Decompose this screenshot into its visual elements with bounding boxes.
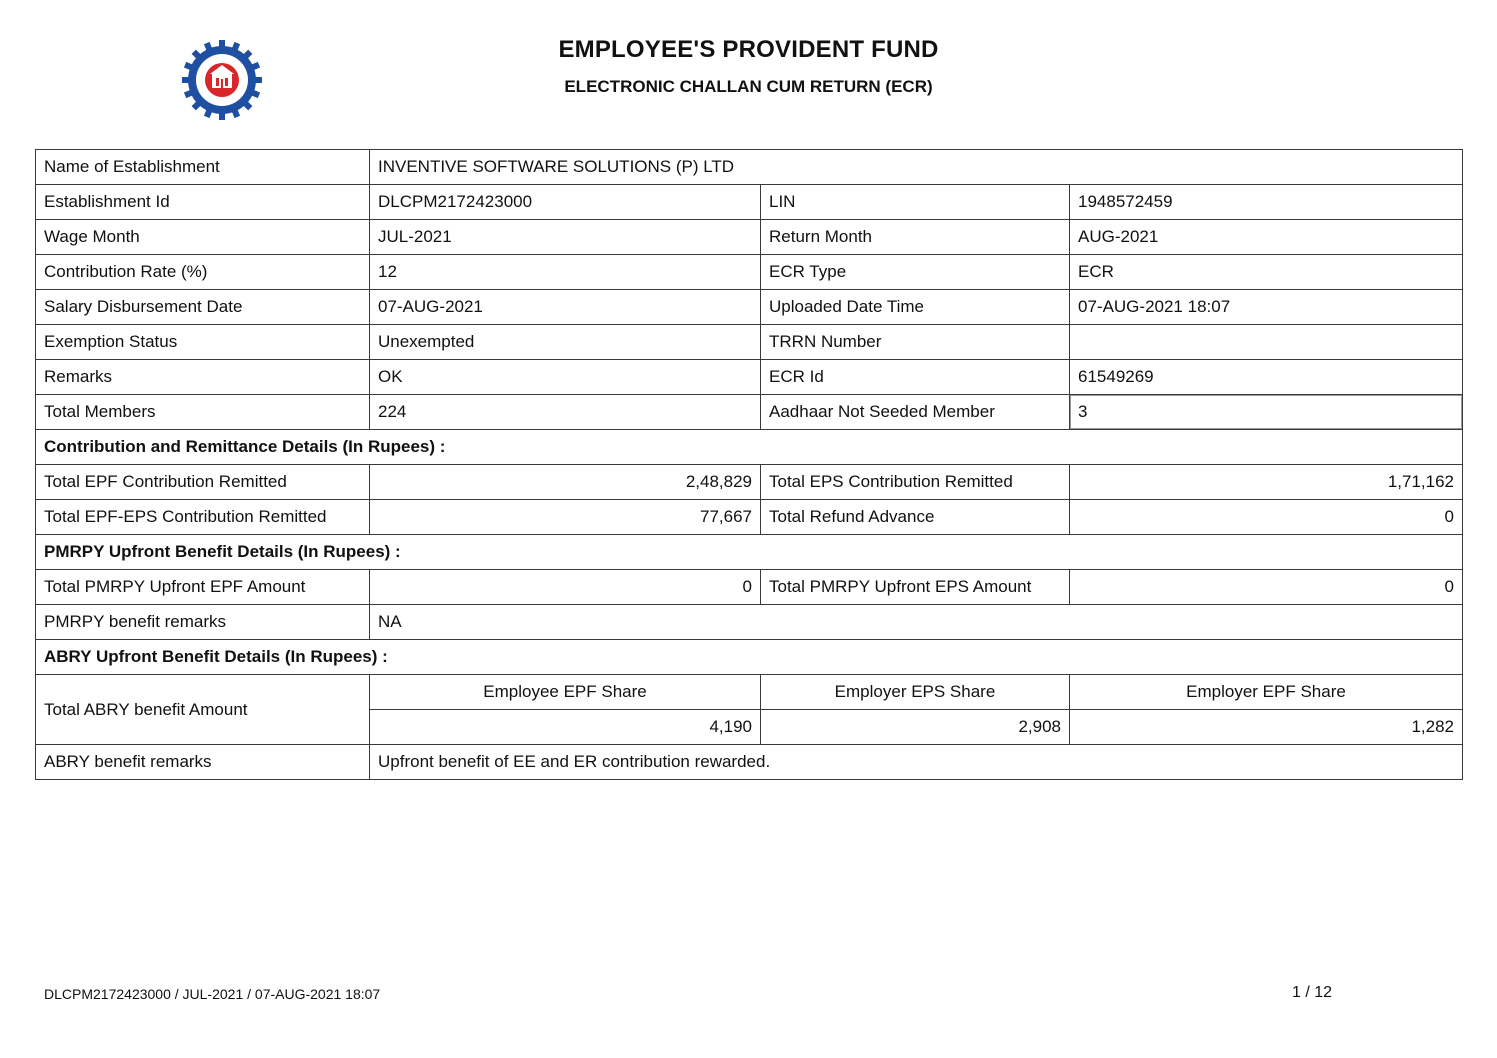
uploaded-value: 07-AUG-2021 18:07 [1070, 290, 1463, 325]
page-subtitle: ELECTRONIC CHALLAN CUM RETURN (ECR) [564, 77, 933, 96]
table-row [36, 675, 1463, 710]
section-row [36, 430, 1463, 465]
table-row [36, 500, 1463, 535]
trrn-value [1070, 325, 1463, 360]
exemption-label: Exemption Status [36, 325, 370, 360]
abry-col-employee-epf: Employee EPF Share [370, 675, 761, 710]
footer-reference: DLCPM2172423000 / JUL-2021 / 07-AUG-2021 18:07 [44, 986, 381, 1002]
total-members-value: 224 [370, 395, 761, 430]
remarks-label: Remarks [36, 360, 370, 395]
total-members-label: Total Members [36, 395, 370, 430]
table-row [36, 325, 1463, 360]
table-row [36, 465, 1463, 500]
refund-advance-label: Total Refund Advance [761, 500, 1070, 535]
ecr-id-value: 61549269 [1070, 360, 1463, 395]
eps-remitted-value: 1,71,162 [1070, 465, 1463, 500]
table-row [36, 570, 1463, 605]
section-row [36, 640, 1463, 675]
abry-heading: ABRY Upfront Benefit Details (In Rupees) : [36, 640, 1463, 675]
table-row [36, 360, 1463, 395]
table-row [36, 220, 1463, 255]
wage-month-label: Wage Month [36, 220, 370, 255]
table-row [36, 150, 1463, 185]
pmrpy-remarks-value: NA [370, 605, 1463, 640]
establishment-id-value: DLCPM2172423000 [370, 185, 761, 220]
abry-remarks-value: Upfront benefit of EE and ER contribution rewarded. [370, 745, 1463, 780]
return-month-label: Return Month [761, 220, 1070, 255]
ecr-type-label: ECR Type [761, 255, 1070, 290]
contribution-heading: Contribution and Remittance Details (In Rupees) : [36, 430, 1463, 465]
refund-advance-value: 0 [1070, 500, 1463, 535]
abry-col-employer-epf: Employer EPF Share [1070, 675, 1463, 710]
salary-date-label: Salary Disbursement Date [36, 290, 370, 325]
page-number: 1 / 12 [1292, 984, 1333, 1001]
ecr-id-label: ECR Id [761, 360, 1070, 395]
exemption-value: Unexempted [370, 325, 761, 360]
pmrpy-heading: PMRPY Upfront Benefit Details (In Rupees) : [36, 535, 1463, 570]
section-row [36, 535, 1463, 570]
abry-total-label: Total ABRY benefit Amount [36, 675, 370, 745]
abry-employer-epf-value: 1,282 [1070, 710, 1463, 745]
trrn-label: TRRN Number [761, 325, 1070, 360]
table-row [36, 185, 1463, 220]
eps-remitted-label: Total EPS Contribution Remitted [761, 465, 1070, 500]
epf-eps-remitted-label: Total EPF-EPS Contribution Remitted [36, 500, 370, 535]
abry-employer-eps-value: 2,908 [761, 710, 1070, 745]
ecr-type-value: ECR [1070, 255, 1463, 290]
pmrpy-epf-label: Total PMRPY Upfront EPF Amount [36, 570, 370, 605]
establishment-name-label: Name of Establishment [36, 150, 370, 185]
lin-value: 1948572459 [1070, 185, 1463, 220]
establishment-name-value: INVENTIVE SOFTWARE SOLUTIONS (P) LTD [370, 150, 1463, 185]
table-row [36, 395, 1463, 430]
page-title: EMPLOYEE'S PROVIDENT FUND [558, 36, 939, 63]
wage-month-value: JUL-2021 [370, 220, 761, 255]
abry-remarks-label: ABRY benefit remarks [36, 745, 370, 780]
abry-col-employer-eps: Employer EPS Share [761, 675, 1070, 710]
epf-remitted-label: Total EPF Contribution Remitted [36, 465, 370, 500]
lin-label: LIN [761, 185, 1070, 220]
epf-eps-remitted-value: 77,667 [370, 500, 761, 535]
table-row [36, 745, 1463, 780]
ecr-details-table [35, 149, 1463, 780]
abry-employee-epf-value: 4,190 [370, 710, 761, 745]
pmrpy-eps-value: 0 [1070, 570, 1463, 605]
pmrpy-remarks-label: PMRPY benefit remarks [36, 605, 370, 640]
aadhaar-label: Aadhaar Not Seeded Member [761, 395, 1070, 430]
pmrpy-eps-label: Total PMRPY Upfront EPS Amount [761, 570, 1070, 605]
epf-remitted-value: 2,48,829 [370, 465, 761, 500]
establishment-id-label: Establishment Id [36, 185, 370, 220]
table-row [36, 255, 1463, 290]
table-row [36, 605, 1463, 640]
remarks-value: OK [370, 360, 761, 395]
contribution-rate-label: Contribution Rate (%) [36, 255, 370, 290]
contribution-rate-value: 12 [370, 255, 761, 290]
return-month-value: AUG-2021 [1070, 220, 1463, 255]
uploaded-label: Uploaded Date Time [761, 290, 1070, 325]
aadhaar-value: 3 [1070, 395, 1463, 430]
salary-date-value: 07-AUG-2021 [370, 290, 761, 325]
table-row [36, 290, 1463, 325]
pmrpy-epf-value: 0 [370, 570, 761, 605]
